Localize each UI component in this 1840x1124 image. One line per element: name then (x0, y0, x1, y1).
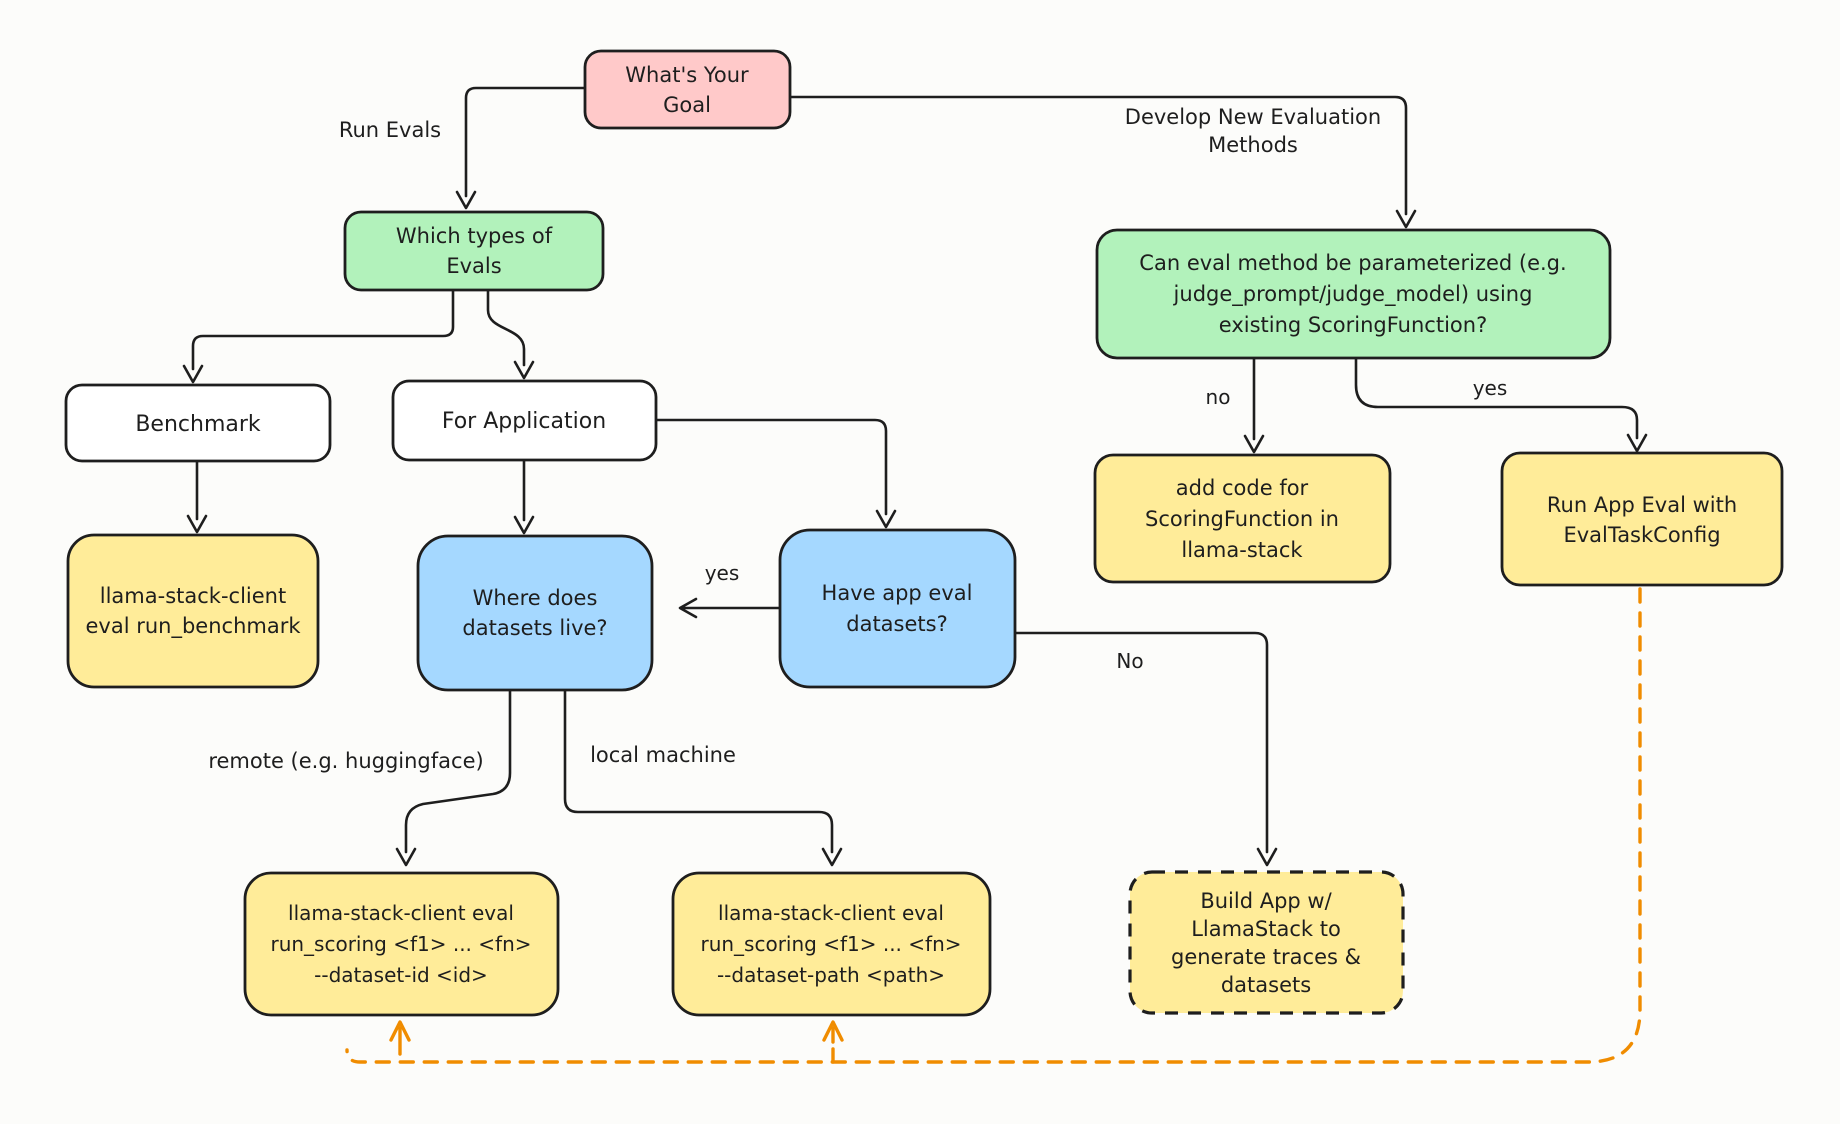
run-benchmark-line2: eval run_benchmark (85, 614, 301, 638)
edge-have-datasets-to-where-datasets (680, 599, 779, 617)
label-local: local machine (590, 743, 736, 767)
run-scoring-path-line2: run_scoring <f1> ... <fn> (700, 932, 962, 956)
run-scoring-id-line1: llama-stack-client eval (288, 901, 514, 925)
run-app-eval-line1: Run App Eval with (1546, 493, 1738, 517)
whats-your-goal-line1: What's Your (625, 63, 749, 87)
have-datasets-line1: Have app eval (821, 581, 973, 605)
run-app-eval-line2: EvalTaskConfig (1563, 523, 1721, 547)
add-code-line3: llama-stack (1181, 538, 1303, 562)
run-scoring-path-line1: llama-stack-client eval (718, 901, 944, 925)
node-run-scoring-id (245, 873, 558, 1015)
edge-for-application-to-have-datasets (657, 420, 895, 527)
edge-where-datasets-to-run-scoring-path (565, 691, 841, 865)
run-scoring-path-line3: --dataset-path <path> (716, 963, 946, 987)
where-datasets-line2: datasets live? (462, 616, 608, 640)
which-types-line1: Which types of (395, 224, 553, 248)
node-have-datasets-box (780, 530, 1015, 687)
benchmark-line1: Benchmark (135, 412, 261, 437)
node-where-datasets-box (418, 536, 652, 690)
run-scoring-id-line3: --dataset-id <id> (314, 963, 488, 987)
node-for-application (393, 381, 656, 460)
label-remote: remote (e.g. huggingface) (208, 749, 484, 773)
feedback-arrow-to-run-scoring-path (824, 1022, 842, 1042)
for-application-line1: For Application (441, 409, 607, 434)
node-run-scoring-path (673, 873, 990, 1015)
which-types-line2: Evals (446, 254, 502, 278)
edge-which-types-to-benchmark (184, 290, 453, 382)
node-run-benchmark-box (68, 535, 318, 687)
node-build-app (1130, 872, 1403, 1013)
node-add-code (1095, 455, 1390, 582)
build-app-line3: generate traces & (1170, 945, 1362, 969)
param-question-line2: judge_prompt/judge_model) using (1173, 282, 1533, 306)
label-no-param: no (1205, 385, 1231, 409)
add-code-line1: add code for (1175, 476, 1309, 500)
node-where-datasets (418, 536, 652, 690)
label-no-to-build: No (1116, 649, 1144, 673)
edge-benchmark-to-run-benchmark (188, 461, 206, 532)
node-param-question (1097, 230, 1610, 358)
node-whats-your-goal (585, 51, 790, 128)
edge-goal-to-which-types (457, 88, 585, 208)
label-develop-line2: Methods (1208, 133, 1298, 157)
node-run-app-eval-box (1502, 453, 1782, 585)
build-app-line4: datasets (1220, 973, 1312, 997)
run-scoring-id-line2: run_scoring <f1> ... <fn> (270, 932, 532, 956)
edge-for-application-to-where-datasets (515, 461, 533, 533)
param-question-line1: Can eval method be parameterized (e.g. (1139, 251, 1567, 275)
edge-param-question-to-add-code (1245, 359, 1263, 452)
node-have-datasets (780, 530, 1015, 687)
whats-your-goal-line2: Goal (663, 93, 711, 117)
edge-where-datasets-to-run-scoring-id (397, 691, 510, 865)
label-run-evals: Run Evals (338, 118, 442, 142)
add-code-line2: ScoringFunction in (1145, 507, 1339, 531)
node-which-types-of-evals (345, 212, 603, 290)
edge-have-datasets-to-build-app (1016, 633, 1276, 865)
run-benchmark-line1: llama-stack-client (99, 584, 287, 608)
edge-which-types-to-for-application (488, 290, 533, 378)
label-yes-to-where: yes (704, 561, 740, 585)
build-app-line2: LlamaStack to (1191, 917, 1341, 941)
label-develop-line1: Develop New Evaluation (1124, 105, 1382, 129)
feedback-arrow-to-run-scoring-id (391, 1022, 409, 1054)
have-datasets-line2: datasets? (846, 612, 948, 636)
param-question-line3: existing ScoringFunction? (1218, 313, 1488, 337)
node-run-benchmark (68, 535, 318, 687)
node-run-app-eval (1502, 453, 1782, 585)
edge-param-question-to-run-app-eval (1356, 359, 1646, 451)
label-yes-param: yes (1472, 376, 1508, 400)
where-datasets-line1: Where does (472, 586, 598, 610)
node-benchmark (66, 385, 330, 461)
build-app-line1: Build App w/ (1200, 889, 1332, 913)
